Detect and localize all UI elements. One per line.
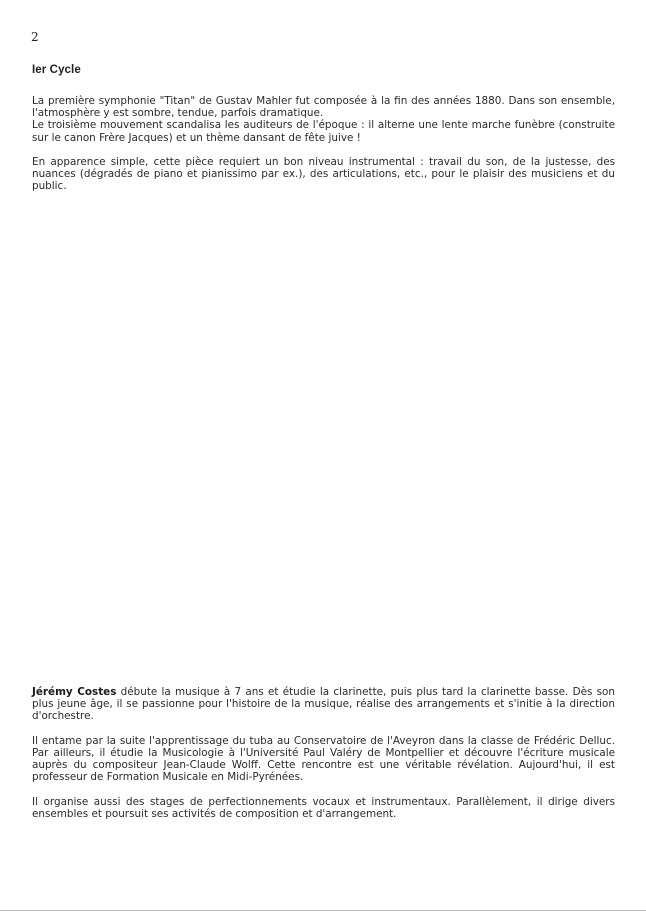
bio-paragraph-studies: Il entame par la suite l'apprentissage du tuba au Conservatoire de l'Aveyron dans la classe de Frédéric Delluc. Par ailleurs, il étudie la Musicologie à l'Université Paul Valéry de Montpellier et découvre l'écriture musicale auprès du compositeur Jean-Claude Wolff. Cette rencontre est une véritable révélation. Aujourd'hui, il est professeur de Formation Musicale en Midi-Pyrénées. bbox=[32, 734, 615, 784]
bio-paragraph-beginnings-text: débute la musique à 7 ans et étudie la clarinette, puis plus tard la clarinette basse. Dès son plus jeune âge, il se passionne pour l'histoire de la musique, réalise des arrangements et s'initie à la direction d'orchestre. bbox=[32, 686, 615, 723]
paragraph-spacer bbox=[32, 784, 615, 796]
composer-name: Jérémy Costes bbox=[32, 686, 117, 698]
bio-paragraph-beginnings bbox=[32, 686, 615, 723]
intro-paragraph-difficulty: En apparence simple, cette pièce requiert un bon niveau instrumental : travail du son, de la justesse, des nuances (dégradés de piano et pianissimo par ex.), des articulations, etc., pour le plaisir des musiciens et du public. bbox=[32, 156, 615, 193]
section-title: Ier Cycle bbox=[32, 64, 81, 76]
page-number: 2 bbox=[31, 30, 39, 44]
paragraph-spacer bbox=[32, 144, 615, 156]
intro-text-block bbox=[32, 95, 615, 193]
page-bottom-divider bbox=[0, 910, 646, 911]
intro-paragraph-atmosphere: La première symphonie "Titan" de Gustav Mahler fut composée à la fin des années 1880. Dans son ensemble, l'atmosphère y est sombre, tendue, parfois dramatique. bbox=[32, 95, 615, 120]
paragraph-spacer bbox=[32, 723, 615, 735]
biography-text-block bbox=[32, 686, 615, 820]
intro-paragraph-movement: Le troisième mouvement scandalisa les auditeurs de l'époque : il alterne une lente marche funèbre (construite sur le canon Frère Jacques) et un thème dansant de fête juive ! bbox=[32, 119, 615, 144]
bio-paragraph-activities: Il organise aussi des stages de perfectionnements vocaux et instrumentaux. Parallèlement, il dirige divers ensembles et poursuit ses activités de composition et d'arrangement. bbox=[32, 795, 615, 820]
